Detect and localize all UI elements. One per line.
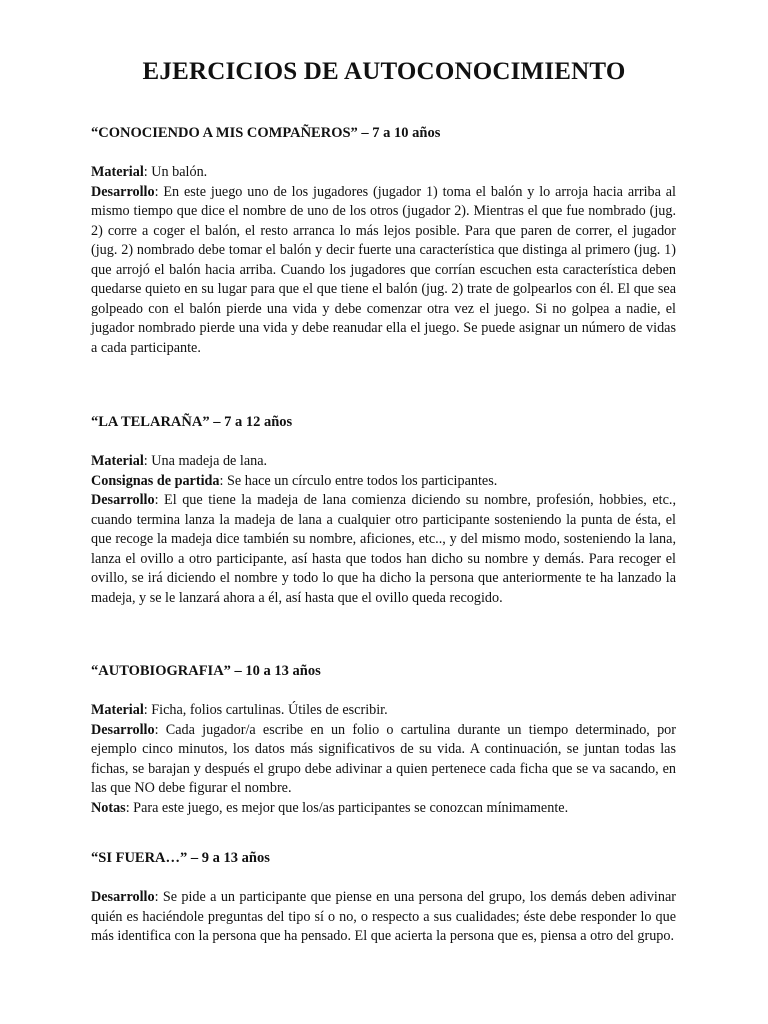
desarrollo-text: : En este juego uno de los jugadores (jugador 1) toma el balón y lo arroja hacia arriba al mismo tiempo que dice el nombre de uno de los otros (jugador 2). Mientras el que fue nombrado (jug. 2) corre a coger el balón, el resto arranca lo más lejos posible. Para que paren de correr, el jugador (jug. 2) nombrado debe tomar el balón y decir fuerte una característica que distinga al primero (jug. 1) que arrojó el balón hacia arriba. Cuando los jugadores que corrían escuchen esta característica deben quedarse quieto en su lugar para que el que tiene el balón (jug. 2) trate de golpearlos con él. El que sea golpeado con el balón pierde una vida y debe comenzar otra vez el juego. Si no golpea a nadie, el jugador nombrado pierde una vida y debe reanudar ella el juego. Se puede asignar un número de vidas a cada participante.: [91, 183, 676, 356]
consignas-text: : Se hace un círculo entre todos los participantes.: [219, 472, 498, 489]
desarrollo-paragraph: [91, 491, 676, 608]
desarrollo-label: Desarrollo: [91, 183, 155, 200]
desarrollo-paragraph: [91, 721, 676, 799]
section-si-fuera: [91, 849, 676, 947]
notas-label: Notas: [91, 799, 126, 816]
material-label: Material: [91, 453, 144, 469]
section-title: “AUTOBIOGRAFIA” – 10 a 13 años: [91, 663, 321, 679]
desarrollo-text: : Se pide a un participante que piense en una persona del grupo, los demás deben adivinar quién es haciéndole preguntas del tipo sí o no, o respecto a sus cualidades; éste debe responder lo que más identifica con la persona que ha pensado. El que acierta la persona que es, piensa a otro del grupo.: [91, 889, 676, 944]
material-text: : Una madeja de lana.: [143, 453, 268, 469]
consignas-line: [91, 472, 676, 492]
desarrollo-label: Desarrollo: [91, 889, 155, 905]
document-title: EJERCICIOS DE AUTOCONOCIMIENTO: [142, 58, 626, 85]
material-line: [91, 701, 676, 721]
section-telarana: [91, 413, 676, 608]
section-title: “LA TELARAÑA” – 7 a 12 años: [91, 414, 293, 430]
section-title: “CONOCIENDO A MIS COMPAÑEROS” – 7 a 10 años: [91, 125, 441, 141]
notas-line: [91, 799, 676, 819]
desarrollo-text: : Cada jugador/a escribe en un folio o cartulina durante un tiempo determinado, por ejemplo cinco minutos, los datos más significativos de su vida. A continuación, se juntan todas las fichas, se barajan y después el grupo debe adivinar a quien pertenece cada ficha que se va sacando, en las que NO debe figurar el nombre.: [91, 721, 676, 796]
material-line: [91, 452, 676, 472]
material-label: Material: [91, 702, 144, 718]
section-autobiografia: [91, 662, 676, 818]
material-line: [91, 163, 676, 183]
desarrollo-text: : El que tiene la madeja de lana comienza diciendo su nombre, profesión, hobbies, etc., cuando termina lanza la madeja de lana a cualquier otro participante sosteniendo la punta de ésta, el que recoge la madeja dice también su nombre, aficiones, etc.., y del mismo modo, sosteniendo la lana, lanza el ovillo a otro participante, así hasta que todos han dicho su nombre y demás. Para recoger el ovillo, se irá diciendo el nombre y todo lo que ha dicho la persona que anteriormente te ha lanzado la madeja, y se le lanzará ahora a él, así hasta que el ovillo queda recogido.: [91, 492, 676, 606]
desarrollo-label: Desarrollo: [91, 492, 155, 508]
material-label: Material: [91, 164, 144, 180]
notas-text: : Para este juego, es mejor que los/as participantes se conozcan mínimamente.: [125, 799, 569, 816]
desarrollo-paragraph: [91, 888, 676, 947]
material-text: : Un balón.: [143, 164, 208, 180]
section-title: “SI FUERA…” – 9 a 13 años: [91, 850, 270, 866]
desarrollo-label: Desarrollo: [91, 721, 155, 738]
desarrollo-paragraph: [91, 183, 676, 359]
material-text: : Ficha, folios cartulinas. Útiles de escribir.: [143, 702, 388, 718]
section-conociendo: [91, 124, 676, 358]
consignas-label: Consignas de partida: [91, 472, 220, 489]
